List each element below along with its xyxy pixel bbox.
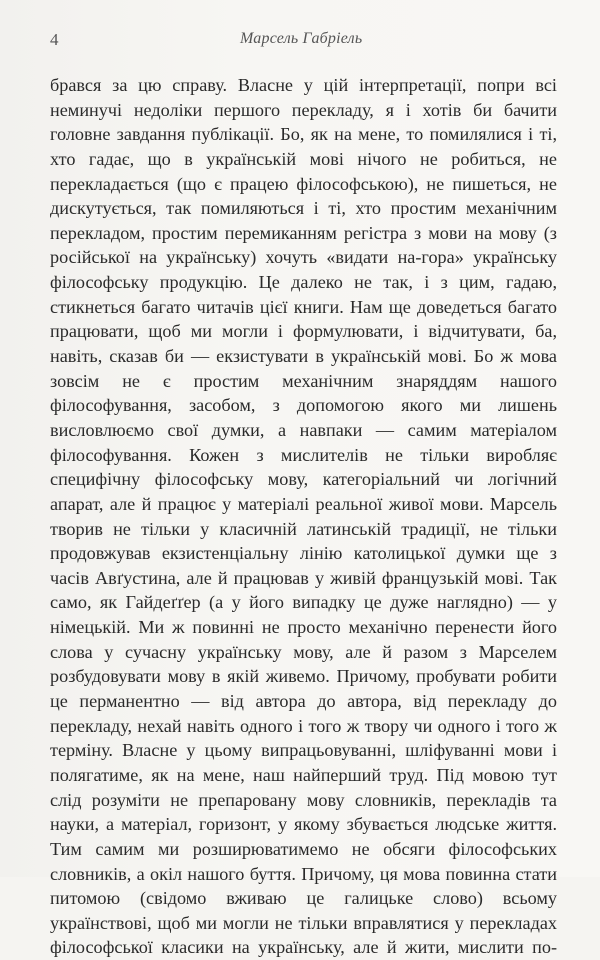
text-line: апарат, але й працює у матеріалі реальної живої мови. Марсель xyxy=(50,493,557,514)
text-line: перекладається (що є працею філософською), не пишеться, не xyxy=(50,173,557,194)
text-line: перекладом, простим перемиканням регістра з мови на мову (з xyxy=(50,222,557,243)
running-title: Марсель Габріель xyxy=(240,30,363,47)
text-line: філософську продукцію. Це далеко не так, і з цим, гадаю, xyxy=(50,272,557,293)
text-line: дискутується, так помиляються і ті, хто простим механічним xyxy=(50,198,557,219)
text-line: продовжував екзистенціальну лінію католицької думки ще з xyxy=(50,543,557,564)
text-line: часів Авґустина, але й працював у живій французькій мові. Так xyxy=(50,567,557,588)
text-line: словників, а окіл нашого буття. Причому, ця мова повинна стати xyxy=(50,863,557,884)
text-line: терміну. Власне у цьому випрацьовуванні, шліфуванні мови і xyxy=(50,740,557,761)
text-line: науки, а матеріал, горизонт, у якому збувається людське життя. xyxy=(50,814,557,835)
text-line: працювати, щоб ми могли і формулювати, і відчитувати, ба, xyxy=(50,321,557,342)
text-line: німецькій. Ми ж повинні не просто механічно перенести його xyxy=(50,617,557,638)
text-line: Тим самим ми розширюватимемо не обсяги філософських xyxy=(50,838,557,859)
text-line: хто гадає, що в українській мові нічого не робиться, не xyxy=(50,148,557,169)
body-text xyxy=(50,73,557,960)
text-line: висловлюємо свої думки, а навпаки — самим матеріалом xyxy=(50,419,557,440)
text-line: слід розуміти не препаровану мову словників, перекладів та xyxy=(50,789,557,810)
text-line: полягатиме, як на мене, наш найперший труд. Під мовою тут xyxy=(50,764,557,785)
page-number: 4 xyxy=(50,30,59,49)
text-line: творив не тільки у класичній латинській традиції, не тільки xyxy=(50,518,557,539)
text-line: навіть, сказав би — екзистувати в українській мові. Бо ж мова xyxy=(50,346,557,367)
text-line: само, як Гайдеґґер (а у його випадку це дуже наглядно) — у xyxy=(50,592,557,613)
text-line: філософування, засобом, з допомогою якого ми лишень xyxy=(50,395,557,416)
text-line: неминучі недоліки першого перекладу, я і хотів би бачити xyxy=(50,99,557,120)
text-line: слова у сучасну українську мову, але й разом з Марселем xyxy=(50,641,557,662)
text-line: філософської класики на українську, але й жити, мислити по- xyxy=(50,937,557,958)
text-line: стикнеться багато читачів цієї книги. Нам ще доведеться багато xyxy=(50,296,557,317)
running-head xyxy=(50,30,558,54)
text-line: філософування. Кожен з мислителів не тільки виробляє xyxy=(50,444,557,465)
text-line: розбудовувати мову в якій живемо. Причому, пробувати робити xyxy=(50,666,557,687)
text-line: українствові, щоб ми могли не тільки вправлятися у перекладах xyxy=(50,912,557,933)
text-line: перекладу, нехай навіть одного і того ж твору чи одного і того ж xyxy=(50,715,557,736)
text-line: специфічну філософську мову, категоріальний чи логічний xyxy=(50,469,557,490)
text-line: російської на українську) хочуть «видати на-гора» українську xyxy=(50,247,557,268)
text-line: зовсім не є простим механічним знаряддям нашого xyxy=(50,370,557,391)
text-line: брався за цю справу. Власне у цій інтерпретації, попри всі xyxy=(50,75,557,95)
text-line: головне завдання публікації. Бо, як на мене, то помилялися і ті, xyxy=(50,124,557,145)
text-line: це перманентно — від автора до автора, від перекладу до xyxy=(50,691,557,712)
text-line: питомою (свідомо вживаю це галицьке слово) всьому xyxy=(50,888,557,909)
